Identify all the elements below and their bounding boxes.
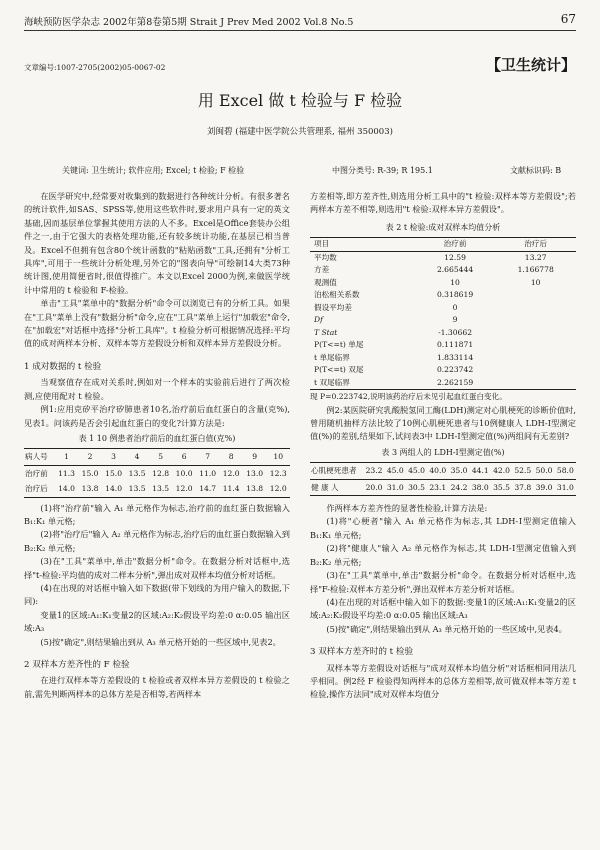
table-cell: 30.5: [408, 482, 425, 492]
table-caption: 表 1 10 例患者治疗前后的血红蛋白值(克%): [78, 433, 236, 443]
table-cell: 23.2: [365, 466, 383, 476]
table-cell: 40.0: [429, 466, 447, 476]
table-cell: [495, 314, 576, 327]
table-row: [310, 327, 576, 340]
table-cell: 39.0: [535, 482, 553, 492]
table-cell: [495, 364, 576, 377]
section-heading: 2 双样本方差齐性的 F 检验: [24, 660, 130, 670]
table-cell: 38.0: [471, 482, 489, 492]
table-cell: 13.5: [128, 468, 146, 478]
paragraph: 例2:某医院研究乳酸脱氢同工酶(LDH)测定对心肌梗死的诊断价值时,曾用随机抽样方法比较了10例心肌梗死患者与10例健康人 LDH-Ⅰ型测定值(%)的差别,结果如下,试问表3中 LDH-Ⅰ型测定值(%)两组间有无差别?: [310, 404, 576, 442]
table-header-cell: 治疗后: [524, 239, 548, 249]
running-header: [24, 14, 576, 28]
table-3: [310, 462, 576, 496]
table-cell: 13.8: [246, 484, 264, 494]
table-cell: 15.0: [81, 468, 99, 478]
table-header-cell: 8: [228, 452, 234, 462]
table-cell: 20.0: [365, 482, 383, 492]
header-rule: [24, 30, 576, 31]
keywords-row: [62, 165, 576, 176]
table-cell: 平均数: [314, 252, 337, 262]
table-cell: 假设平均差: [314, 302, 352, 312]
table-cell: t 双尾临界: [314, 377, 350, 387]
table-header-cell: 3: [111, 452, 116, 462]
table-header-cell: 4: [134, 452, 140, 462]
table-header-cell: 7: [205, 452, 211, 462]
table-row: [310, 302, 576, 315]
table-cell: 13.27: [524, 252, 547, 262]
table-cell: T Stat: [314, 327, 338, 337]
table-header-row: [24, 449, 290, 465]
table-cell: [495, 302, 576, 315]
table-cell: [495, 339, 576, 352]
paragraph: (4)在出现的对话框中输入如下的数据:变量1的区域:A₁:K₁变量2的区域:A₂:K₂假设平均差:0 α:0.05 输出区域:A₃: [310, 596, 576, 621]
table-cell: 13.0: [246, 468, 264, 478]
table-cell: 治疗后: [25, 484, 48, 494]
table-cell: 42.0: [493, 466, 510, 476]
table-cell: [495, 289, 576, 302]
article-title: 用 Excel 做 t 检验与 F 检验: [197, 91, 403, 110]
table-header-cell: 6: [181, 452, 187, 462]
right-column: [310, 190, 576, 702]
table-cell: 44.1: [471, 466, 489, 476]
table-cell: 0.318619: [436, 290, 474, 300]
table-cell: 13.8: [81, 484, 99, 494]
table-cell: 58.0: [556, 466, 574, 476]
table-cell: [495, 327, 576, 340]
journal-info: 海峡预防医学杂志 2002年第8卷第5期 Strait J Prev Med 2002 Vol.8 No.5: [24, 17, 354, 28]
section-heading: 1 成对数据的 t 检验: [24, 361, 102, 372]
table-cell: 0.223742: [436, 365, 474, 375]
table-cell: 心肌梗死患者: [311, 466, 357, 476]
table-header-cell: 1: [64, 452, 69, 462]
table-cell: 35.0: [450, 466, 468, 476]
table-cell: 31.0: [386, 482, 404, 492]
paragraph: (5)按"确定",则结果输出到从 A₃ 单元格开始的一些区域中,见表2。: [40, 636, 281, 647]
table-cell: t 单尾临界: [314, 352, 350, 362]
table-cell: 14.7: [199, 484, 217, 494]
table-header-cell: 9: [252, 452, 258, 462]
paragraph: (3)在"工具"菜单中,单击"数据分析"命令。在数据分析对话框中,选择"t-检验:平均值的成对二样本分析",弹出成对双样本均值分析对话框。: [24, 556, 290, 580]
table-row: [310, 251, 576, 264]
classification-number: 中图分类号: R-39; R 195.1: [332, 166, 433, 175]
table-cell: P(T<=t) 单尾: [314, 340, 364, 350]
table-cell: 12.3: [269, 468, 287, 478]
paragraph: 例1:应用克矽平治疗矽肺患者10名,治疗前后血红蛋白的含量(克%),见表1。问该药是否会引起血红蛋白的变化?计算方法是:: [24, 404, 290, 428]
paragraph: (2)将"治疗后"输入 A₂ 单元格作为标志,治疗后的血红蛋白数据输入到 B₂:K₂ 单元格;: [24, 529, 290, 553]
table-cell: 10: [530, 277, 541, 287]
table-cell: 2.665444: [436, 265, 474, 275]
table-cell: 11.3: [58, 468, 76, 478]
table-cell: 2.262159: [436, 377, 474, 387]
table-cell: 0: [452, 302, 458, 312]
paragraph: 在医学研究中,经常要对收集到的数据进行各种统计分析。有很多著名的统计软件,如SAS、SPSS等,使用这些软件时,要求用户具有一定的英文基础,因而基层单位掌握其使用方法的人不多。Excel是Office套装办公组件之一,由于它强大的表格处理功能,还有较多统计功能,在基层已相当普及。Excel不但拥有包含80个统计函数的"粘贴函数"工具,还拥有"分析工具库",可用于一些统计分析处理,另外它的"图表向导"可绘制14大类73种统计图,使用简便省时,很值得推广。本文以Excel 2000为例,来做医学统计中常用的 t 检验和 F-检验。: [24, 191, 290, 295]
table-cell: 13.5: [152, 484, 170, 494]
table-cell: 12.59: [444, 252, 466, 262]
table-cell: 12.8: [152, 468, 170, 478]
table-row: [310, 264, 576, 277]
table-cell: 14.0: [58, 484, 76, 494]
author-affiliation: 刘闽碧 (福建中医学院公共管理系, 福州 350003): [207, 127, 393, 137]
table-cell: 方差: [314, 265, 330, 275]
table-row: [24, 465, 290, 481]
table-2: [310, 237, 576, 390]
paragraph: 在进行双样本等方差假设的 t 检验或者双样本异方差假设的 t 检验之前,需先判断两样本的总体方差是否相等,若两样本: [24, 675, 290, 699]
paragraph: (1)将"心梗者"输入 A₁ 单元格作为标志,其 LDH-Ⅰ型测定值输入 B₁:K₁ 单元格;: [310, 516, 576, 540]
table-cell: 10: [450, 277, 460, 287]
table-cell: 1.833114: [436, 352, 474, 362]
paragraph: (1)将"治疗前"输入 A₁ 单元格作为标志,治疗前的血红蛋白数据输入 B₁:K₁ 单元格;: [24, 502, 290, 526]
table-caption: 表 2 t 检验:成对双样本均值分析: [385, 222, 501, 232]
table-row: [310, 463, 576, 479]
table-cell: P(T<=t) 双尾: [314, 365, 364, 375]
paragraph: 双样本等方差假设对话框与"成对双样本均值分析"对话框相同用法几乎相同。例2经 F 检验得知两样本的总体方差相等,故可做双样本等方差 t 检验,操作方法同"成对双样本均值分: [310, 662, 576, 700]
table-header-cell: 10: [273, 452, 284, 462]
paragraph: 当观察值存在成对关系时,例如对一个样本的实验前后进行了两次检测,应使用配对 t 检验。: [24, 377, 290, 401]
table-cell: 健 康 人: [311, 482, 339, 492]
table-caption: 表 3 两组人的 LDH-Ⅰ型测定值(%): [381, 447, 505, 457]
table-cell: 15.0: [105, 468, 123, 478]
table-cell: 12.0: [269, 484, 287, 494]
table-row: [310, 377, 576, 390]
table-header-cell: 治疗前: [443, 239, 467, 249]
table-cell: 31.0: [556, 482, 574, 492]
table-row: [310, 314, 576, 327]
paragraph: 单击"工具"菜单中的"数据分析"命令可以浏览已有的分析工具。如果在"工具"菜单上没有"数据分析"命令,应在"工具"菜单上运行"加载宏"命令,在"加载宏"对话框中选择"分析工具库"。t 检验分析可根据情况选择:平均值的成对两样本分析、双样本等方差假设分析和双样本异方差假设分析。: [24, 298, 290, 349]
table-cell: 11.4: [222, 484, 240, 494]
article-number: 文章编号:1007-2705(2002)05-0067-02: [24, 63, 166, 72]
table-cell: 1.166778: [517, 265, 554, 275]
table-cell: 12.0: [175, 484, 193, 494]
table-row: [310, 277, 576, 290]
table-header-row: [310, 238, 576, 252]
table-row: [310, 364, 576, 377]
table-cell: 13.5: [128, 484, 146, 494]
table-cell: 37.8: [514, 482, 532, 492]
table-1: [24, 448, 290, 497]
paragraph: 方差相等,即方差齐性,则选用分析工具中的"t 检验:双样本等方差假设";若两样本方差不相等,则选用"t 检验:双样本异方差假设"。: [310, 191, 576, 215]
paragraph: 变量1的区域:A₁:K₁变量2的区域:A₂:K₂假设平均差:0 α:0.05 输出区域:A₃: [24, 609, 290, 634]
table-cell: 治疗前: [25, 468, 48, 478]
table-cell: Df: [314, 315, 323, 325]
table-cell: 10.0: [175, 468, 193, 478]
table-row: [310, 339, 576, 352]
table-cell: 45.0: [386, 466, 404, 476]
table-row: [24, 481, 290, 497]
page-number: 67: [560, 12, 576, 26]
table-row: [310, 479, 576, 495]
paragraph: (3)在"工具"菜单中,单击"数据分析"命令。在数据分析对话框中,选择"F-检验:双样本方差分析",弹出双样本方差分析对话框。: [310, 570, 576, 594]
table-cell: 52.5: [514, 466, 532, 476]
table-cell: 23.1: [429, 482, 447, 492]
document-code: 文献标识码: B: [510, 166, 562, 175]
table-header-cell: 项目: [314, 239, 330, 249]
table-cell: 14.0: [105, 484, 123, 494]
paragraph: 作两样本方差齐性的显著性检验,计算方法是:: [326, 503, 488, 514]
table-cell: 35.5: [493, 482, 510, 492]
paragraph: (4)在出现的对话框中输入如下数据(带下划线的为用户输入的数据,下同):: [24, 582, 290, 607]
table-cell: 9: [452, 315, 458, 325]
left-column: [24, 190, 290, 701]
section-heading: 3 双样本方差齐时的 t 检验: [310, 647, 414, 658]
table-row: [310, 289, 576, 302]
table-cell: 24.2: [450, 482, 468, 492]
table-header-cell: 病人号: [25, 452, 48, 462]
table-cell: [495, 352, 576, 365]
paragraph: (5)按"确定",则结果输出到从 A₃ 单元格开始的一些区域中,见表4。: [326, 623, 567, 634]
table-cell: 45.0: [408, 466, 425, 476]
table-cell: 50.0: [535, 466, 553, 476]
table-cell: 0.111871: [436, 340, 474, 350]
table-cell: 观测值: [314, 277, 337, 287]
table-cell: 泊松相关系数: [314, 290, 360, 300]
table-row: [310, 352, 576, 365]
keywords: 关键词: 卫生统计; 软件应用; Excel; t 检验; F 检验: [62, 166, 245, 175]
table-cell: 11.0: [199, 468, 217, 478]
table-cell: -1.30662: [438, 327, 473, 337]
table-header-cell: 2: [87, 452, 93, 462]
paragraph: (2)将"健康人"输入 A₂ 单元格作为标志,其 LDH-Ⅰ型测定值输入到 B₂:K₂ 单元格;: [310, 543, 576, 567]
column-tag: 【卫生统计】: [485, 56, 576, 74]
table-cell: [495, 377, 576, 390]
table-cell: 12.0: [222, 468, 240, 478]
table-note: 现 P=0.223742,说明该药治疗后未见引起血红蛋白变化。: [310, 392, 507, 402]
table-header-cell: 5: [158, 452, 164, 462]
